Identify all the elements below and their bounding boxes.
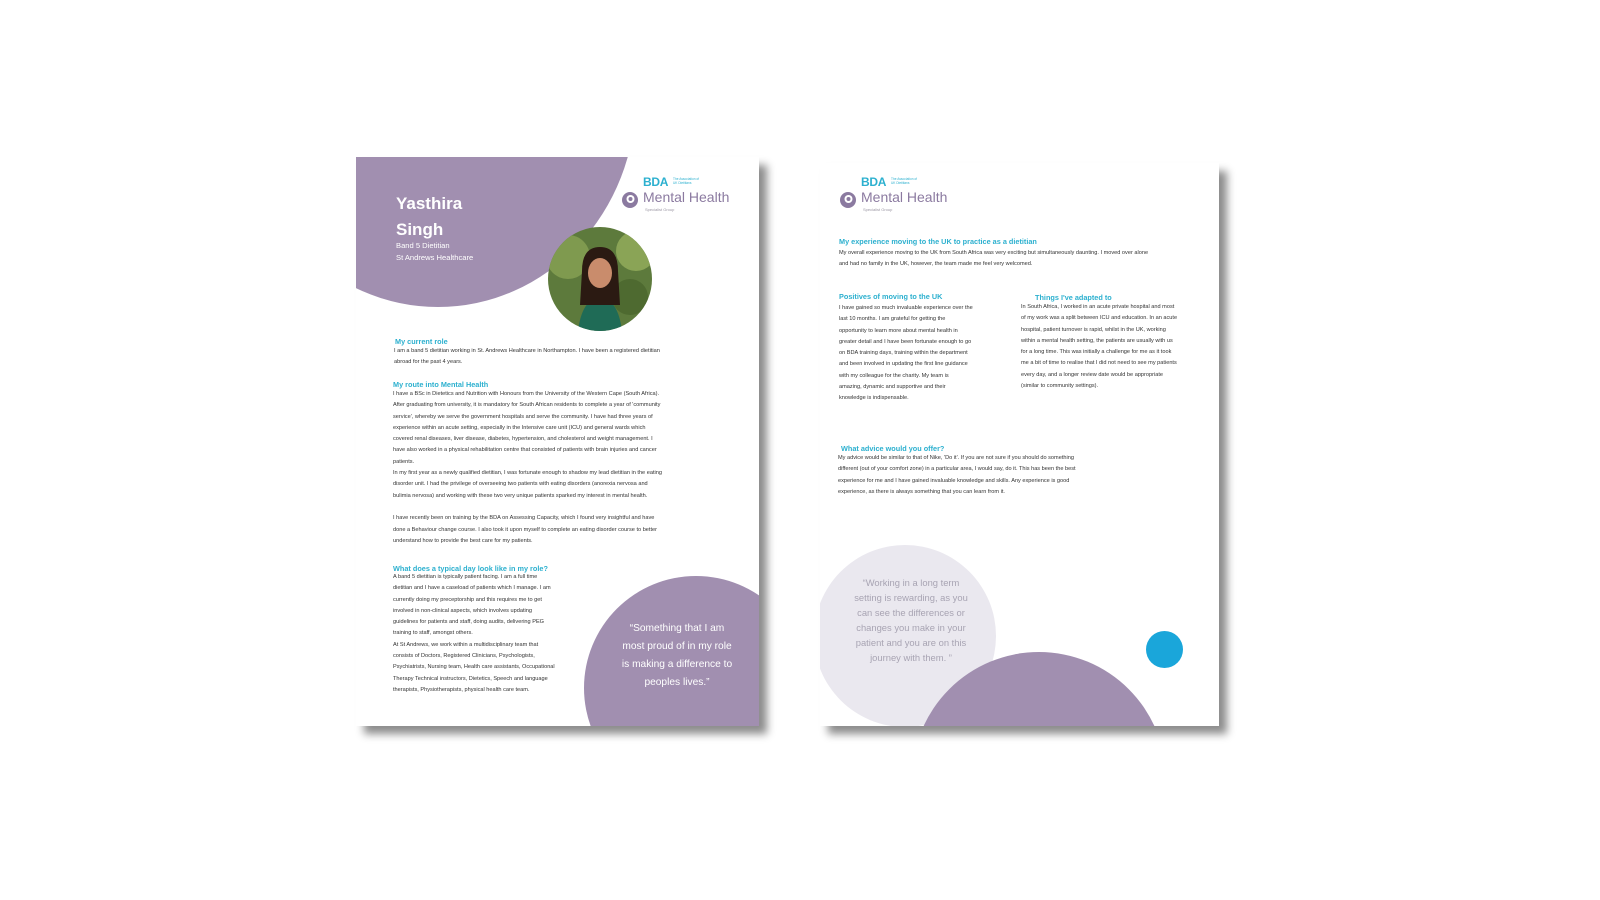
text-line: experience, as there is always something that you can learn from it.	[838, 488, 1005, 495]
text-line: Psychiatrists, Nursing team, Health care assistants, Occupational	[393, 664, 555, 671]
adapted-heading: Things I've adapted to	[1035, 293, 1112, 302]
text-line: experience for me and I have gained invaluable knowledge and skills. Any experience is good	[838, 477, 1070, 484]
blue-dot	[1146, 631, 1183, 668]
text-line: A band 5 dietitian is typically patient facing. I am a full time	[393, 574, 538, 580]
text-line: and been involved in updating the first line guidance	[839, 361, 968, 368]
text-line: I have a BSc in Dietetics and Nutrition with Honours from the University of the Western Cape (South Africa).	[393, 391, 660, 397]
text-line: My advice would be similar to that of Nike, 'Do it'. If you are not sure if you should do something	[838, 455, 1074, 461]
text-line: different (out of your comfort zone) in a particular area, I would say, do it. This has been the best	[838, 466, 1076, 473]
text-line: understand how to provide the best care for my patients.	[393, 537, 533, 544]
text-line: for a long time. This was initially a challenge for me as it took	[1021, 349, 1172, 356]
text-line: abroad for the past 4 years.	[394, 359, 463, 366]
text-line: My overall experience moving to the UK from South Africa was very exciting but simultaneously daunting. I moved over alone	[839, 250, 1149, 256]
text-line: At St Andrews, we work within a multidisciplinary team that	[393, 641, 539, 648]
text-line: (similar to community settings).	[1021, 383, 1099, 390]
text-line: bulimia nervosa) and working with these two very unique patients sparked my interest in mental health.	[393, 492, 648, 499]
text-line: involved in non-clinical aspects, which involves updating	[393, 607, 532, 614]
quote-line: “Working in a long term	[862, 577, 960, 588]
text-line: therapists, Physiotherapists, physical health care team.	[393, 686, 530, 693]
quote-line: “Something that I am	[629, 623, 725, 634]
typical-day-text	[393, 572, 593, 696]
moving-heading: My experience moving to the UK to practice as a dietitian	[839, 237, 1037, 246]
text-line: I have recently been on training by the BDA on Assessing Capacity, which I found very insightful and have	[393, 515, 655, 522]
typical-day-heading: What does a typical day look like in my role?	[393, 564, 548, 573]
logo-tagline: The Association of UK Dietitians	[891, 177, 918, 185]
advice-text	[838, 453, 1138, 498]
text-line: currently doing my preceptorship and this requires me to get	[393, 596, 542, 603]
text-line: have also worked in a physical rehabilitation centre that consisted of patients with brain injuries and cancer	[393, 447, 657, 454]
text-line: within a mental health setting, the patients are usually with us	[1021, 337, 1173, 344]
pull-quote-2	[836, 575, 986, 665]
text-line: me a bit of time to realise that I did not need to see my patients	[1021, 360, 1177, 367]
profile-page-2	[820, 163, 1219, 726]
current-role-text	[394, 346, 734, 369]
text-line: last 10 months. I am grateful for getting the	[839, 316, 946, 323]
text-line: done a Behaviour change course. I also took it upon myself to complete an eating disorder course to better	[393, 526, 657, 533]
text-line: After graduating from university, it is mandatory for South African residents to complete a year of 'community	[393, 402, 661, 409]
text-line: Therapy Technical instructors, Dietetics, Speech and language	[393, 675, 548, 682]
text-line: with my colleague for the charity. My team is	[839, 372, 949, 379]
text-line	[393, 502, 738, 513]
text-line: In South Africa, I worked in an acute private hospital and most	[1021, 304, 1175, 310]
quote-line: peoples lives.”	[644, 677, 710, 688]
text-line: service', whereby we serve the government hospitals and serve the community. I have had three years of	[393, 413, 653, 420]
positives-heading: Positives of moving to the UK	[839, 292, 943, 301]
text-line: opportunity to learn more about mental health in	[839, 327, 958, 334]
text-line: on BDA training days, training within the department	[839, 350, 968, 357]
logo-bda-text: BDA	[861, 175, 887, 189]
head-profile-icon	[839, 191, 857, 209]
adapted-text	[1021, 302, 1216, 392]
text-line: guidelines for patients and staff, doing audits, delivering PEG	[393, 619, 545, 626]
quote-line: most proud of in my role	[622, 641, 732, 652]
moving-text	[839, 248, 1214, 271]
text-line: consists of Doctors, Registered Clinicians, Psychologists,	[393, 653, 535, 660]
advice-heading: What advice would you offer?	[841, 444, 945, 453]
quote-line: setting is rewarding, as you	[854, 592, 968, 603]
quote-line: patient and you are on this	[855, 637, 967, 648]
profile-role: Band 5 Dietitian	[396, 241, 450, 250]
quote-line: is making a difference to	[621, 659, 733, 670]
quote-line: journey with them. ”	[870, 652, 952, 663]
logo-group: Specialist Group	[863, 207, 893, 212]
profile-name	[396, 191, 462, 243]
text-line: training to staff, amongst others.	[393, 630, 473, 637]
text-line: and had no family in the UK, however, the team made me feel very welcomed.	[839, 261, 1033, 268]
text-line: I am a band 5 dietitian working in St. Andrews Healthcare in Northampton. I have been a registered dietitian	[394, 348, 660, 354]
route-text	[393, 389, 738, 547]
logo-tagline: The Association of UK Dietitians	[673, 177, 700, 185]
bda-mental-health-logo	[839, 173, 951, 217]
profile-page-1	[356, 157, 759, 726]
logo-name: Mental Health	[643, 189, 730, 205]
quote-line: changes you make in your	[856, 622, 966, 633]
text-line: I have gained so much invaluable experience over the	[839, 305, 973, 311]
bda-mental-health-logo	[621, 173, 733, 217]
logo-group: Specialist Group	[645, 207, 675, 212]
head-profile-icon	[621, 191, 639, 209]
name-line-1: Yasthira	[396, 194, 463, 213]
profile-employer: St Andrews Healthcare	[396, 253, 474, 262]
text-line: disorder unit. I had the privilege of overseeing two patients with eating disorders (anorexia nervosa and	[393, 481, 648, 488]
text-line: knowledge is indispensable.	[839, 395, 909, 402]
route-heading: My route into Mental Health	[393, 380, 489, 389]
portrait-photo	[548, 227, 652, 331]
quote-line: can see the differences or	[857, 607, 965, 618]
text-line: hospital, patient turnover is rapid, whilst in the UK, working	[1021, 326, 1166, 333]
text-line: every day, and a longer review date would be appropriate	[1021, 371, 1164, 378]
logo-bda-text: BDA	[643, 175, 669, 189]
text-line: covered renal diseases, liver disease, diabetes, hypertension, and cholesterol and weight management. I	[393, 436, 653, 443]
positives-text	[839, 303, 1014, 405]
logo-name: Mental Health	[861, 189, 948, 205]
text-line: of my work was a split between ICU and education. In an acute	[1021, 315, 1178, 322]
text-line: In my first year as a newly qualified dietitian, I was fortunate enough to shadow my lead dietitian in the eating	[393, 470, 662, 477]
text-line: amazing, dynamic and supportive and their	[839, 384, 946, 391]
current-role-heading: My current role	[395, 337, 448, 346]
pull-quote	[608, 620, 746, 692]
text-line: experience within an acute setting, especially in the Intensive care unit (ICU) and general wards which	[393, 424, 646, 431]
text-line: dietitian and I have a caseload of patients which I manage. I am	[393, 585, 551, 592]
text-line: greater detail and I have been fortunate enough to go	[839, 338, 972, 345]
name-line-2: Singh	[396, 220, 444, 239]
text-line: patients.	[393, 458, 415, 465]
